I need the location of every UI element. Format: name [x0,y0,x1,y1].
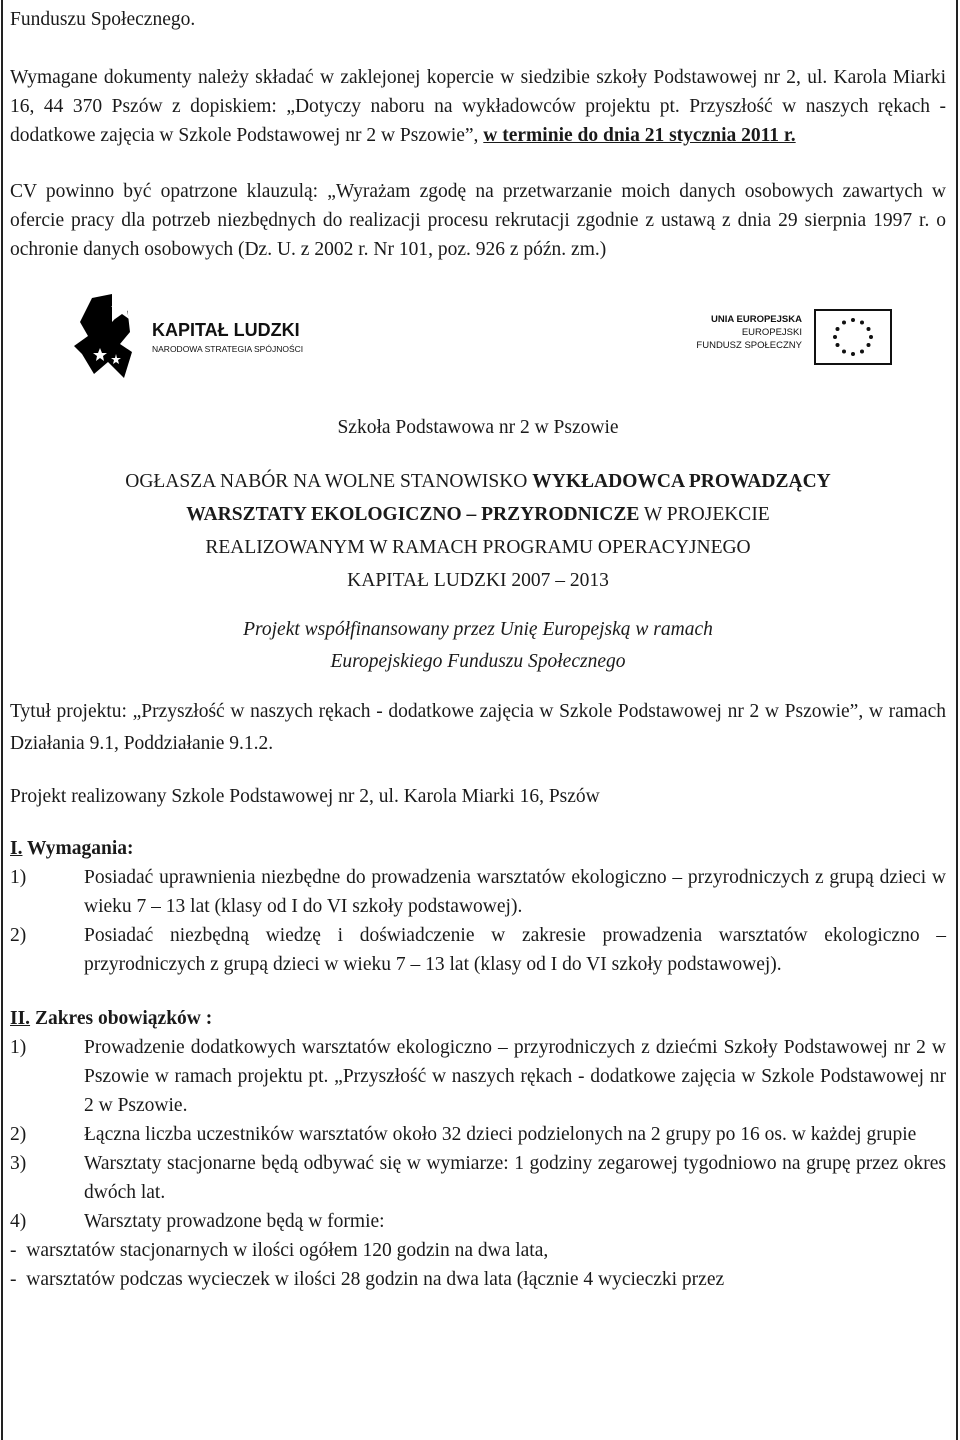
list-item [10,921,946,979]
cofinance-note [10,614,946,678]
page-border-right [956,0,958,1440]
heading-plain-2: W PROJEKCIE [639,504,770,525]
heading-workshops: WARSZTATY EKOLOGICZNO – PRZYRODNICZE [186,504,640,525]
cofinance-line-1: Projekt współfinansowany przez Unię Europejską w ramach [243,619,713,640]
logo-row [10,286,946,416]
item-text: Warsztaty prowadzone będą w formie: [84,1211,385,1232]
item-number: 3) [10,1153,27,1174]
duties-section [10,1004,946,1294]
cofinance-line-2: Europejskiego Funduszu Społecznego [330,651,626,672]
item-text: Warsztaty stacjonarne będą odbywać się w wymiarze: 1 godziny zegarowej tygodniowo na grupę przez okres dwóch lat. [84,1153,946,1203]
heading-line-3: REALIZOWANYM W RAMACH PROGRAMU OPERACYJNEGO [205,537,751,558]
project-realized: Projekt realizowany Szkole Podstawowej nr 2, ul. Karola Miarki 16, Pszów [10,786,600,807]
deadline-text: w terminie do dnia 21 stycznia 2011 r. [483,125,796,146]
cv-clause: CV powinno być opatrzone klauzulą: „Wyrażam zgodę na przetwarzanie moich danych osobowych zawartych w ofercie pracy dla potrzeb niezbędnych do realizacji procesu rekrutacji zgodnie z ustawą z dnia 29 sierpnia 1997 r. o ochronie danych osobowych (Dz. U. z 2002 r. Nr 101, poz. 926 z późn. zm.) [10,181,946,260]
eu-line2: EUROPEJSKI [741,327,802,338]
item-number: 2) [10,925,27,946]
duties-num: II. [10,1008,31,1029]
item-text: Łączna liczba uczestników warsztatów około 32 dzieci podzielonych na 2 grupy po 16 os. w każdej grupie [84,1124,917,1145]
list-item [10,1207,946,1236]
list-item [10,1120,946,1149]
item-text: Prowadzenie dodatkowych warsztatów ekologiczno – przyrodniczych z dziećmi Szkoły Podstawowej nr 2 w Pszowie w ramach projektu pt. „Przyszłość w naszych rękach - dodatkowe zajęcia w Szkole Podstawowej nr 2 w Pszowie. [84,1037,946,1116]
dash-item: - warsztatów stacjonarnych w ilości ogółem 120 godzin na dwa lata, [10,1240,549,1261]
heading-plain-1: OGŁASZA NABÓR NA WOLNE STANOWISKO [125,471,533,492]
item-number: 1) [10,867,27,888]
list-item [10,1149,946,1207]
requirements-section [10,834,946,979]
requirements-num: I. [10,838,23,859]
kl-title: KAPITAŁ LUDZKI [152,320,300,340]
kapital-ludzki-logo [72,292,362,382]
documents-paragraph [10,63,946,150]
item-number: 2) [10,1124,27,1145]
requirements-heading [10,834,946,863]
item-text: Posiadać niezbędną wiedzę i doświadczenie w zakresie prowadzenia warsztatów ekologiczno – przyrodniczych z grupą dzieci w wieku 7 – 13 lat (klasy od I do VI szkoły podstawowej). [84,925,946,975]
project-title: Tytuł projektu: „Przyszłość w naszych rękach - dodatkowe zajęcia w Szkole Podstawowej nr 2 w Pszowie”, w ramach Działania 9.1, Poddziałanie 9.1.2. [10,701,946,754]
eu-fund-logo [660,308,895,368]
page-border-left [1,0,3,1440]
list-item [10,1033,946,1120]
duties-heading [10,1004,946,1033]
item-number: 4) [10,1211,27,1232]
eu-line3: FUNDUSZ SPOŁECZNY [696,340,802,351]
intro-fragment: Funduszu Społecznego. [10,9,196,30]
school-name: Szkoła Podstawowa nr 2 w Pszowie [337,417,619,438]
list-item [10,863,946,921]
announcement-heading [10,465,946,597]
eu-line1: UNIA EUROPEJSKA [711,314,802,325]
document-page [10,0,946,1440]
heading-position: WYKŁADOWCA PROWADZĄCY [532,471,831,492]
heading-line-4: KAPITAŁ LUDZKI 2007 – 2013 [347,570,609,591]
item-number: 1) [10,1037,27,1058]
requirements-label: Wymagania: [22,838,134,859]
duties-label: Zakres obowiązków : [30,1008,213,1029]
kl-subtitle: NARODOWA STRATEGIA SPÓJNOŚCI [152,344,304,354]
documents-text: Wymagane dokumenty należy składać w zaklejonej kopercie w siedzibie szkoły Podstawowej nr 2, ul. Karola Miarki 16, 44 370 Pszów z dopiskiem: „Dotyczy naboru na wykładowców projektu pt. Przyszłość w naszych rękach - dodatkowe zajęcia w Szkole Podstawowej nr 2 w Pszowie”, [10,67,946,146]
dash-item: - warsztatów podczas wycieczek w ilości 28 godzin na dwa lata (łącznie 4 wycieczki przez [10,1269,725,1290]
item-text: Posiadać uprawnienia niezbędne do prowadzenia warsztatów ekologiczno – przyrodniczych z grupą dzieci w wieku 7 – 13 lat (klasy od I do VI szkoły podstawowej). [84,867,946,917]
